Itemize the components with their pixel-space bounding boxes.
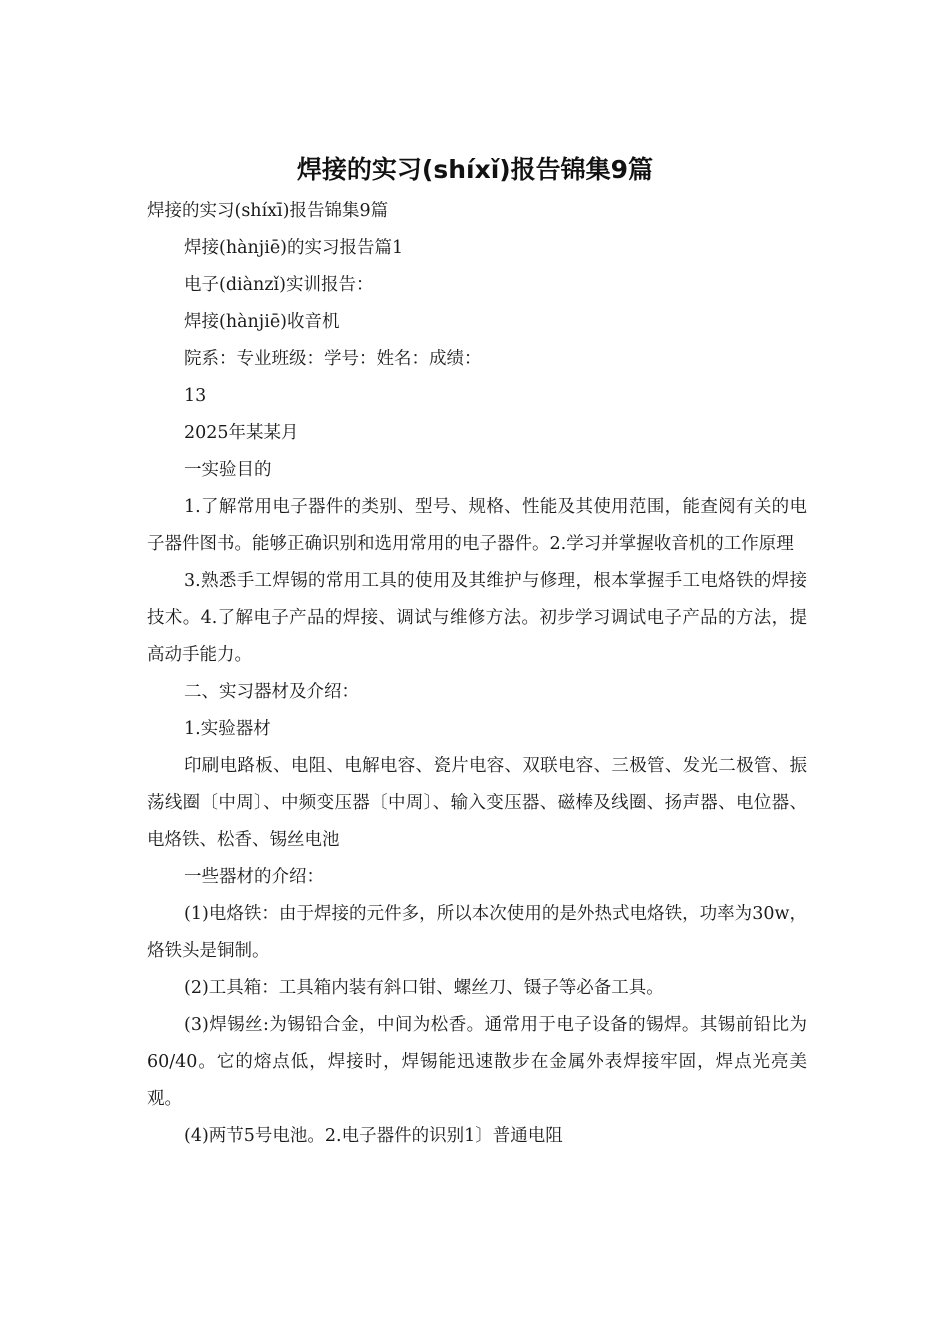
paragraph-student-info: 院系：专业班级：学号：姓名：成绩： (184, 349, 482, 369)
paragraph-objective-1: 1.了解常用电子器件的类别、型号、规格、性能及其使用范围，能查阅有关的电子器件图书。能够正确识别和选用常用的电子器件。2.学习并掌握收音机的工作原理 (147, 497, 807, 554)
paragraph-report-type: 电子(diànzǐ)实训报告： (184, 275, 374, 295)
paragraph-equipment-list: 印刷电路板、电阻、电解电容、瓷片电容、双联电容、三极管、发光二极管、振荡线圈〔中周〕、中频变压器〔中周〕、输入变压器、磁棒及线圈、扬声器、电位器、电烙铁、松香、锡丝电池 (147, 756, 807, 850)
document-body (147, 193, 807, 1155)
paragraph-equipment-heading: 二、实习器材及介绍： (184, 682, 359, 702)
paragraph-subtitle: 焊接的实习(shíxī)报告锦集9篇 (147, 201, 389, 221)
paragraph-report-topic: 焊接(hànjiē)收音机 (184, 312, 340, 332)
paragraph-objective-3: 3.熟悉手工焊锡的常用工具的使用及其维护与修理，根本掌握手工电烙铁的焊接技术。4.了解电子产品的焊接、调试与维修方法。初步学习调试电子产品的方法，提高动手能力。 (147, 571, 807, 665)
paragraph-item-batteries: (4)两节5号电池。2.电子器件的识别1〕普通电阻 (184, 1126, 563, 1146)
paragraph-objective-heading: 一实验目的 (184, 460, 272, 480)
paragraph-equipment-intro: 一些器材的介绍： (184, 867, 324, 887)
paragraph-number: 13 (184, 386, 207, 406)
paragraph-section-heading: 焊接(hànjiē)的实习报告篇1 (184, 238, 404, 258)
paragraph-item-solder-wire: (3)焊锡丝:为锡铅合金，中间为松香。通常用于电子设备的锡焊。其锡前铅比为60/40。它的熔点低，焊接时，焊锡能迅速散步在金属外表焊接牢固，焊点光亮美观。 (147, 1015, 807, 1109)
page-title: 焊接的实习(shíxǐ)报告锦集9篇 (296, 155, 654, 184)
paragraph-equipment-subheading: 1.实验器材 (184, 719, 271, 739)
paragraph-date: 2025年某某月 (184, 423, 299, 443)
paragraph-item-toolbox: (2)工具箱：工具箱内装有斜口钳、螺丝刀、镊子等必备工具。 (184, 978, 664, 998)
paragraph-item-soldering-iron: (1)电烙铁：由于焊接的元件多，所以本次使用的是外热式电烙铁，功率为30w，烙铁头是铜制。 (147, 904, 807, 961)
